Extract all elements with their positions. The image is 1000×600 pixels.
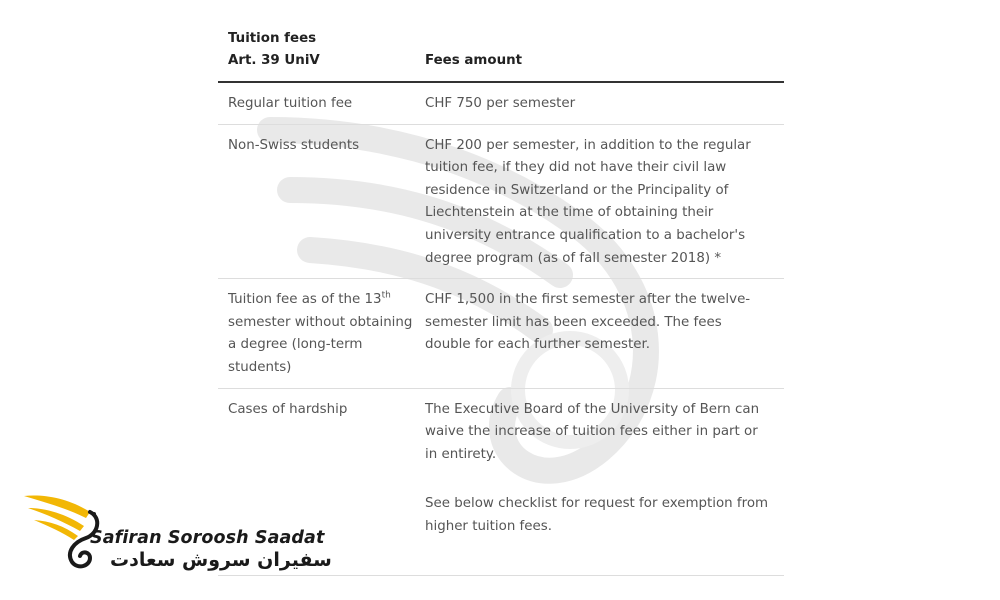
table-header	[218, 20, 784, 83]
row-value	[425, 399, 784, 539]
row-value-paragraph-checklist: See below checklist for request for exemption from higher tuition fees.	[425, 496, 769, 534]
company-logo	[24, 494, 332, 578]
table-row-regular	[218, 83, 784, 125]
logo-name-persian: سفیران سروش سعادت	[110, 549, 332, 571]
row-label	[228, 289, 425, 379]
row-value: CHF 1,500 in the first semester after the twelve-semester limit has been exceeded. The fees double for each further semester.	[425, 292, 751, 353]
row-value: CHF 750 per semester	[425, 96, 576, 111]
header-title: Tuition fees	[228, 31, 317, 46]
tuition-fees-table	[218, 20, 784, 576]
row-label: Non-Swiss students	[228, 137, 360, 153]
row-label-prefix: Tuition fee as of the 13	[228, 292, 382, 308]
table-row-non-swiss	[218, 125, 784, 280]
row-label-suffix: semester without obtaining a degree (long-term students)	[228, 314, 413, 375]
row-value: CHF 200 per semester, in addition to the regular tuition fee, if they did not have their civil law residence in Switzerland or the Principality of Liechtenstein at the time of obtaining their university entrance qualification to a bachelor's degree program (as of fall semester 2018) *	[425, 137, 751, 266]
header-fees-amount	[425, 28, 784, 72]
logo-name-english: Safiran Soroosh Saadat	[90, 528, 325, 548]
header-fees-amount-label: Fees amount	[425, 53, 523, 68]
row-value-paragraph: The Executive Board of the University of Bern can waive the increase of tuition fees either in part or in entirety.	[425, 401, 760, 462]
table-row-long-term	[218, 279, 784, 388]
header-article: Art. 39 UniV	[228, 53, 320, 68]
header-tuition-fees	[228, 28, 425, 72]
row-label: Regular tuition fee	[228, 96, 353, 111]
row-label: Cases of hardship	[228, 401, 348, 417]
row-label-superscript: th	[381, 290, 391, 301]
